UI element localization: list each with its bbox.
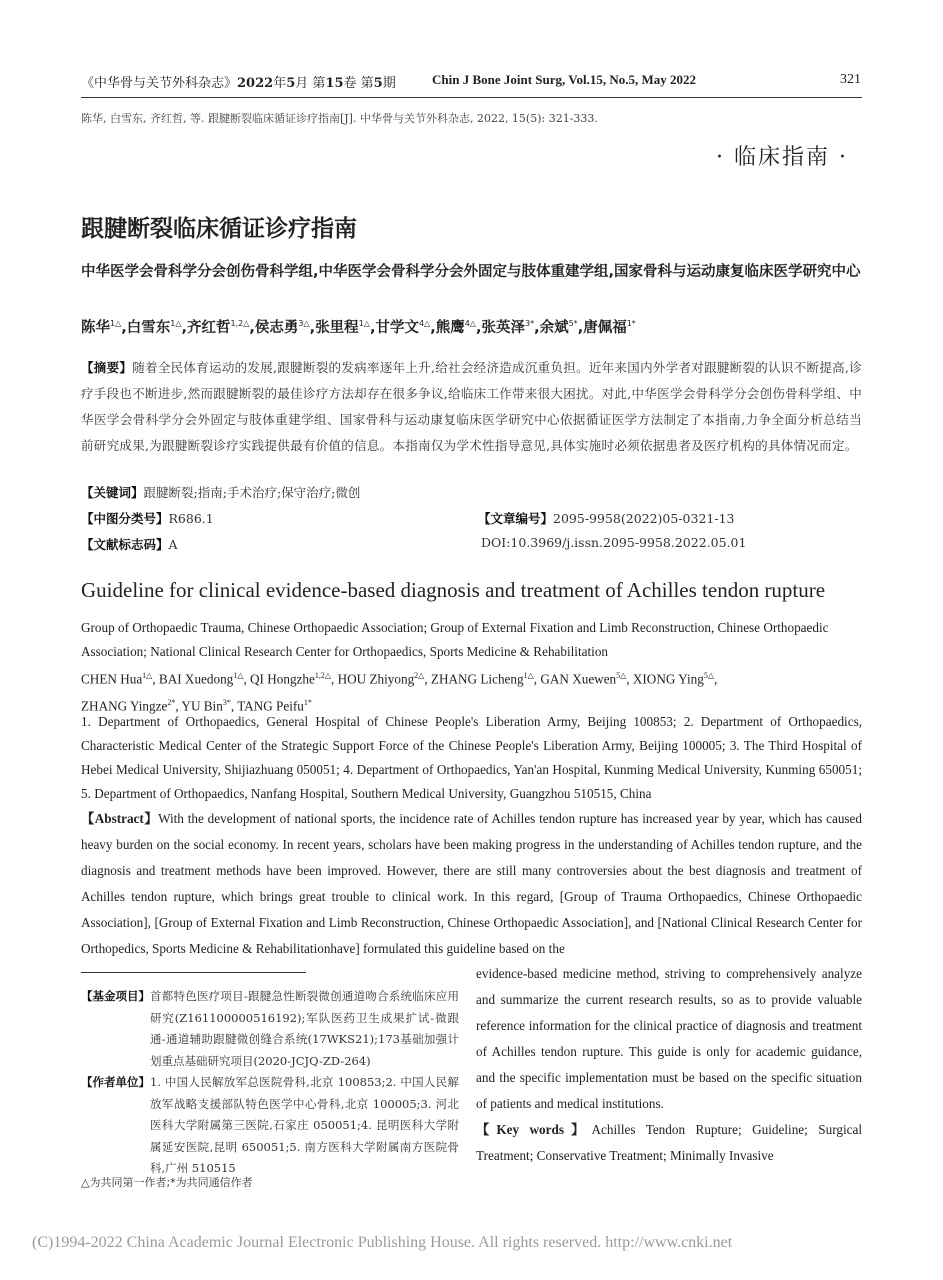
author-name: 熊鹰 (435, 320, 465, 336)
header-rule (81, 97, 862, 98)
page-number: 321 (840, 72, 861, 87)
author-affiliation-mark: 2* (167, 698, 176, 708)
abstract-en-continuation: evidence-based medicine method, striving to comprehensively analyze and summarize the current research results, so as to provide valuable reference information for the clinical practice of diagnosis and treatment of Achilles tendon rupture. This guide is only for academic guidance, and the specific implementation must be based on the specific situation of patients and medical institutions. (476, 966, 862, 1111)
author-name: CHEN Hua (81, 671, 143, 687)
abstract-cn-text: 随着全民体育运动的发展,跟腱断裂的发病率逐年上升,给社会经济造成沉重负担。近年来国内外学者对跟腱断裂的认识不断提高,诊疗手段也不断进步,然而跟腱断裂的最佳诊疗方法却存在很多争议,给临床工作带来很大困扰。对此,中华医学会骨科学分会创伤骨科学组、中华医学会骨科学分会外固定与肢体重建学组、国家骨科与运动康复临床医学研究中心依据循证医学方法制定了本指南,力争全面分析总结当前研究成果,为跟腱断裂诊疗实践提供最有价值的信息。本指南仅为学术性指导意见,具体实施时必须依据患者及医疗机构的具体情况而定。 (81, 360, 863, 453)
author-name: BAI Xuedong (158, 671, 234, 687)
author-name: GAN Xuewen (540, 671, 617, 687)
author-affiliation-mark: 4△ (418, 319, 431, 329)
author-affiliation-mark: 1△ (110, 319, 122, 329)
author-affiliation-mark: 1△ (142, 671, 153, 680)
column-label: · 临床指南 · (716, 145, 848, 170)
author-affiliation-mark: 1△ (170, 319, 182, 329)
author-name: 白雪东 (126, 320, 171, 336)
author-name: HOU Zhiyong (337, 671, 415, 687)
author-name: TANG Peifu (237, 698, 304, 714)
author-affiliation-mark: 1* (303, 698, 312, 708)
author-name: 陈华 (81, 320, 110, 336)
journal-header-en: Chin J Bone Joint Surg, Vol.15, No.5, May 2022 (432, 72, 697, 87)
author-affiliation-mark: 4△ (464, 319, 476, 329)
author-name: 余斌 (539, 320, 569, 336)
author-name: XIONG Ying (632, 671, 704, 687)
citation: 陈华, 白雪东, 齐红哲, 等. 跟腱断裂临床循证诊疗指南[J]. 中华骨与关节外科杂志, 2022, 15(5): 321-333. (81, 112, 598, 125)
abstract-en-text: With the development of national sports, the incidence rate of Achilles tendon rupture has increased year by year, which has caused heavy burden on the social economy. In recent years, scholars have been making progress in the understanding of Achilles tendon rupture, and the diagnosis and treatment methods have been improved. However, there are still many controversies about the best diagnosis and treatment of Achilles tendon rupture, which brings great trouble to clinical work. In this regard, [Group of Trauma Orthopaedics, Chinese Orthopaedic Association], [Group of External Fixation and Limb Reconstruction, Chinese Orthopaedic Association], and [National Clinical Research Center for Orthopedics, Sports Medicine & Rehabilitationhave] formulated this guideline based on the (81, 811, 862, 956)
article-number: 【文章编号】2095-9958(2022)05-0321-13 (478, 511, 735, 526)
author-name: 侯志勇 (254, 320, 299, 336)
org-en: Group of Orthopaedic Trauma, Chinese Orthopaedic Association; Group of External Fixation and Limb Reconstruction, Chinese Orthopaedic Association; National Clinical Research Center for Orthopaedics, Sports Medicine & Rehabilitation (81, 620, 829, 659)
footnote-affiliation: 【作者单位】 1. 中国人民解放军总医院骨科,北京 100853;2. 中国人民解放军战略支援部队特色医学中心骨科,北京 100005;3. 河北医科大学附属第三医院,石家庄 050051;4. 昆明医科大学附属延安医院,昆明 650051;5. 南方医科大学附属南方医院骨科,广州 510515 (81, 1075, 459, 1175)
title-cn: 跟腱断裂临床循证诊疗指南 (81, 216, 357, 242)
footnote-note: △为共同第一作者;*为共同通信作者 (81, 1176, 253, 1189)
author-affiliation-mark: 5* (568, 319, 578, 329)
affiliations-en: 1. Department of Orthopaedics, General Hospital of Chinese People's Liberation Army, Beijing 100853; 2. Department of Orthopaedics, Characteristic Medical Center of the Strategic Support Force of the Chinese People's Liberation Army, Beijing 100005; 3. The Third Hospital of Hebei Medical University, Shijiazhuang 050051; 4. Department of Orthopaedics, Yan'an Hospital, Kunming Medical University, Kunming 650051; 5. Department of Orthopaedics, Nanfang Hospital, Southern Medical University, Guangzhou 510515, China (81, 714, 862, 801)
author-affiliation-mark: 1,2△ (230, 319, 250, 329)
abstract-cn (81, 355, 862, 459)
doi: DOI:10.3969/j.issn.2095-9958.2022.05.01 (481, 535, 747, 550)
author-affiliation-mark: 1△ (523, 671, 534, 680)
author-name: 甘学文 (375, 320, 419, 336)
author-name: ZHANG Licheng (430, 671, 524, 687)
author-affiliation-mark: 3* (222, 698, 231, 708)
authors-cn: 陈华$^{1\triangle}$,白雪东$^{1\triangle}$,齐红哲$^{1,2\triangle}$,侯志勇$^{3\triangle}$,张里程$^{1\triangle}$,甘学文$^{4\triangle}$,熊鹰$^{4\triangle}$,张英泽$^{3*}$,余斌$^{5*}$,唐佩福$^{1*}$ (81, 319, 636, 336)
copyright-notice: (C)1994-2022 China Academic Journal Electronic Publishing House. All rights reserved. http://www.cnki.net (32, 1234, 733, 1251)
author-affiliation-mark: 1* (626, 319, 636, 329)
title-en: Guideline for clinical evidence-based diagnosis and treatment of Achilles tendon rupture (81, 578, 826, 602)
author-name: 齐红哲 (187, 320, 231, 336)
footnote-fund: 【基金项目】 首都特色医疗项目-跟腱急性断裂微创通道吻合系统临床应用研究(Z161100000516192);军队医药卫生成果扩试-微跟通-通道辅助跟腱微创缝合系统(17WKS21);173基础加强计划重点基础研究项目(2020-JCJQ-ZD-264) (81, 989, 459, 1068)
keywords-en: 【Key words】Achilles Tendon Rupture; Guideline; Surgical Treatment; Conservative Treatment; Minimally Invasive (476, 1122, 862, 1163)
author-affiliation-mark: 1△ (233, 671, 244, 680)
author-name: 张里程 (315, 320, 359, 336)
author-name: 张英泽 (481, 320, 525, 336)
document-code: 【文献标志码】A (81, 537, 178, 552)
keywords-cn: 【关键词】跟腱断裂;指南;手术治疗;保守治疗;微创 (81, 485, 361, 500)
org-cn: 中华医学会骨科学分会创伤骨科学组,中华医学会骨科学分会外固定与肢体重建学组,国家骨科与运动康复临床医学研究中心 (81, 264, 861, 280)
abstract-en (81, 806, 862, 962)
author-name: ZHANG Yingze (81, 698, 168, 714)
author-affiliation-mark: 1,2△ (314, 671, 332, 680)
clc-number: 【中图分类号】R686.1 (81, 511, 214, 526)
author-name: 唐佩福 (583, 320, 627, 336)
author-affiliation-mark: 2△ (414, 671, 425, 680)
authors-en: CHEN Hua$^{1\triangle}$, BAI Xuedong$^{1\triangle}$, QI Hongzhe$^{1,2\triangle}$, HOU Zhiyong$^{2\triangle}$, ZHANG Licheng$^{1\triangle}$, GAN Xuewen$^{5\triangle}$, XIONG Ying$^{5\triangle}$, ZHANG Yingze$^{2*}$, YU Bin$^{3*}$, TANG Peifu$^{1*}$ (81, 671, 718, 714)
author-affiliation-mark: 3△ (298, 319, 310, 329)
author-affiliation-mark: 3* (524, 319, 535, 329)
abstract-en-label: 【Abstract】 (81, 811, 159, 826)
author-name: YU Bin (181, 698, 223, 714)
author-name: QI Hongzhe (250, 671, 315, 687)
journal-header-cn: 《中华骨与关节外科杂志》2022年5月 第15卷 第5期 (81, 76, 396, 91)
footnote-rule (81, 972, 306, 973)
author-affiliation-mark: 5△ (616, 671, 627, 680)
abstract-cn-label: 【摘要】 (81, 360, 133, 375)
author-affiliation-mark: 5△ (703, 671, 714, 680)
author-affiliation-mark: 1△ (358, 319, 370, 329)
